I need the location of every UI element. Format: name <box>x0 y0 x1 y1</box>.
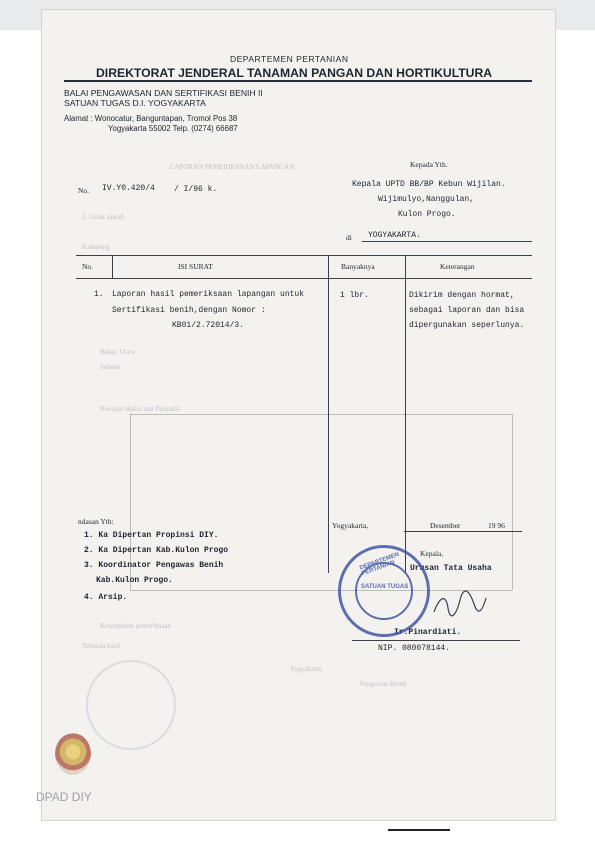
row-remark-line-3: dipergunakan seperlunya. <box>409 321 525 330</box>
row-content-line-2: Sertifikasi benih,dengan Nomor : <box>112 306 266 315</box>
watermark-text: DPAD DIY <box>36 790 92 804</box>
signature-year: 19 96 <box>488 521 505 530</box>
address-line-2: Yogyakarta 55002 Telp. (0274) 66687 <box>108 124 238 133</box>
tembusan-item: 4. Arsip. <box>84 593 128 602</box>
date-underline <box>404 531 522 532</box>
row-remark-line-1: Dikirim dengan hormat, <box>409 291 515 300</box>
recipient-line-1: Kepala UPTD BB/BP Kebun Wijilan. <box>352 180 506 189</box>
recipient-line-2: Wijimulyo,Nanggulan, <box>378 195 475 204</box>
bleed-table-top <box>130 414 512 415</box>
stamp-center-text: SATUAN TUGAS <box>361 584 409 590</box>
table-header-border <box>76 278 532 279</box>
table-divider-2 <box>328 255 329 573</box>
archive-logo-icon <box>55 733 91 775</box>
number-label: No. <box>78 186 90 195</box>
bleed-table-right <box>512 414 513 590</box>
faded-stamp-bleed <box>86 660 176 750</box>
tembusan-label: ndasan Yth: <box>78 517 114 526</box>
signature-title: Kepala, <box>420 549 444 558</box>
table-divider-3 <box>405 255 406 573</box>
tembusan-item: 1. Ka Dipertan Propinsi DIY. <box>84 531 219 540</box>
column-banyaknya-header: Banyaknya <box>341 262 375 271</box>
letter-number-suffix: / I/96 k. <box>174 185 218 194</box>
table-top-border <box>76 255 532 256</box>
recipient-underline <box>362 241 532 242</box>
tembusan-item: Kab.Kulon Progo. <box>96 576 173 585</box>
bottom-edge-mark <box>388 829 450 831</box>
bleed-through-texture: LAPORAN PEMERIKSAAN LAPANGAN 2. Letak sawah Kampung Batas: Utara Selatan Riwayat Hama dan Penyakit Kesimpulan pemeriksaan Tebusan hasil Yogyakarta Pengawas Benih <box>82 163 407 688</box>
stamp-text: DEPARTEMEN PERTANIAN <box>358 551 401 578</box>
recipient-line-3: Kulon Progo. <box>398 210 456 219</box>
recipient-city: YOGYAKARTA. <box>368 231 421 240</box>
signature-unit: Urusan Tata Usaha <box>410 564 492 573</box>
header-rule <box>64 80 532 82</box>
tembusan-item: 3. Koordinator Pengawas Benih <box>84 561 224 570</box>
kepada-label: Kepada Yth. <box>410 160 448 169</box>
letter-number: IV.Y0.420/4 <box>102 184 155 193</box>
signature-place: Yogyakarta, <box>332 521 369 530</box>
di-label: di <box>346 233 352 242</box>
address-line-1: Alamat : Wonocatur, Banguntapan, Tromol Pos 38 <box>64 114 238 123</box>
row-quantity: 1 lbr. <box>340 291 369 300</box>
column-no-header: No. <box>82 262 94 271</box>
name-underline <box>352 640 520 641</box>
row-content-line-3: KB01/2.72014/3. <box>172 321 245 330</box>
signature-nip: NIP. 080078144. <box>378 644 451 653</box>
institution-name: BALAI PENGAWASAN DAN SERTIFIKASI BENIH II <box>64 88 263 98</box>
signature-name: Ir.Pinardiati. <box>394 628 462 637</box>
directorate-name: DIREKTORAT JENDERAL TANAMAN PANGAN DAN HORTIKULTURA <box>96 66 493 80</box>
tembusan-item: 2. Ka Dipertan Kab.Kulon Progo <box>84 546 229 555</box>
column-isi-header: ISI SURAT <box>178 262 213 271</box>
official-stamp <box>338 545 430 637</box>
column-keterangan-header: Keterangan <box>440 262 475 271</box>
signature-month: Desember <box>430 521 461 530</box>
row-content-line-1: Laporan hasil pemeriksaan lapangan untuk <box>112 290 305 299</box>
table-divider-1 <box>112 255 113 279</box>
institution-unit: SATUAN TUGAS D.I. YOGYAKARTA <box>64 98 206 108</box>
ministry-name: DEPARTEMEN PERTANIAN <box>230 54 349 64</box>
row-remark-line-2: sebagai laporan dan bisa <box>409 306 525 315</box>
row-number: 1. <box>94 290 104 299</box>
handwritten-signature <box>430 590 490 620</box>
